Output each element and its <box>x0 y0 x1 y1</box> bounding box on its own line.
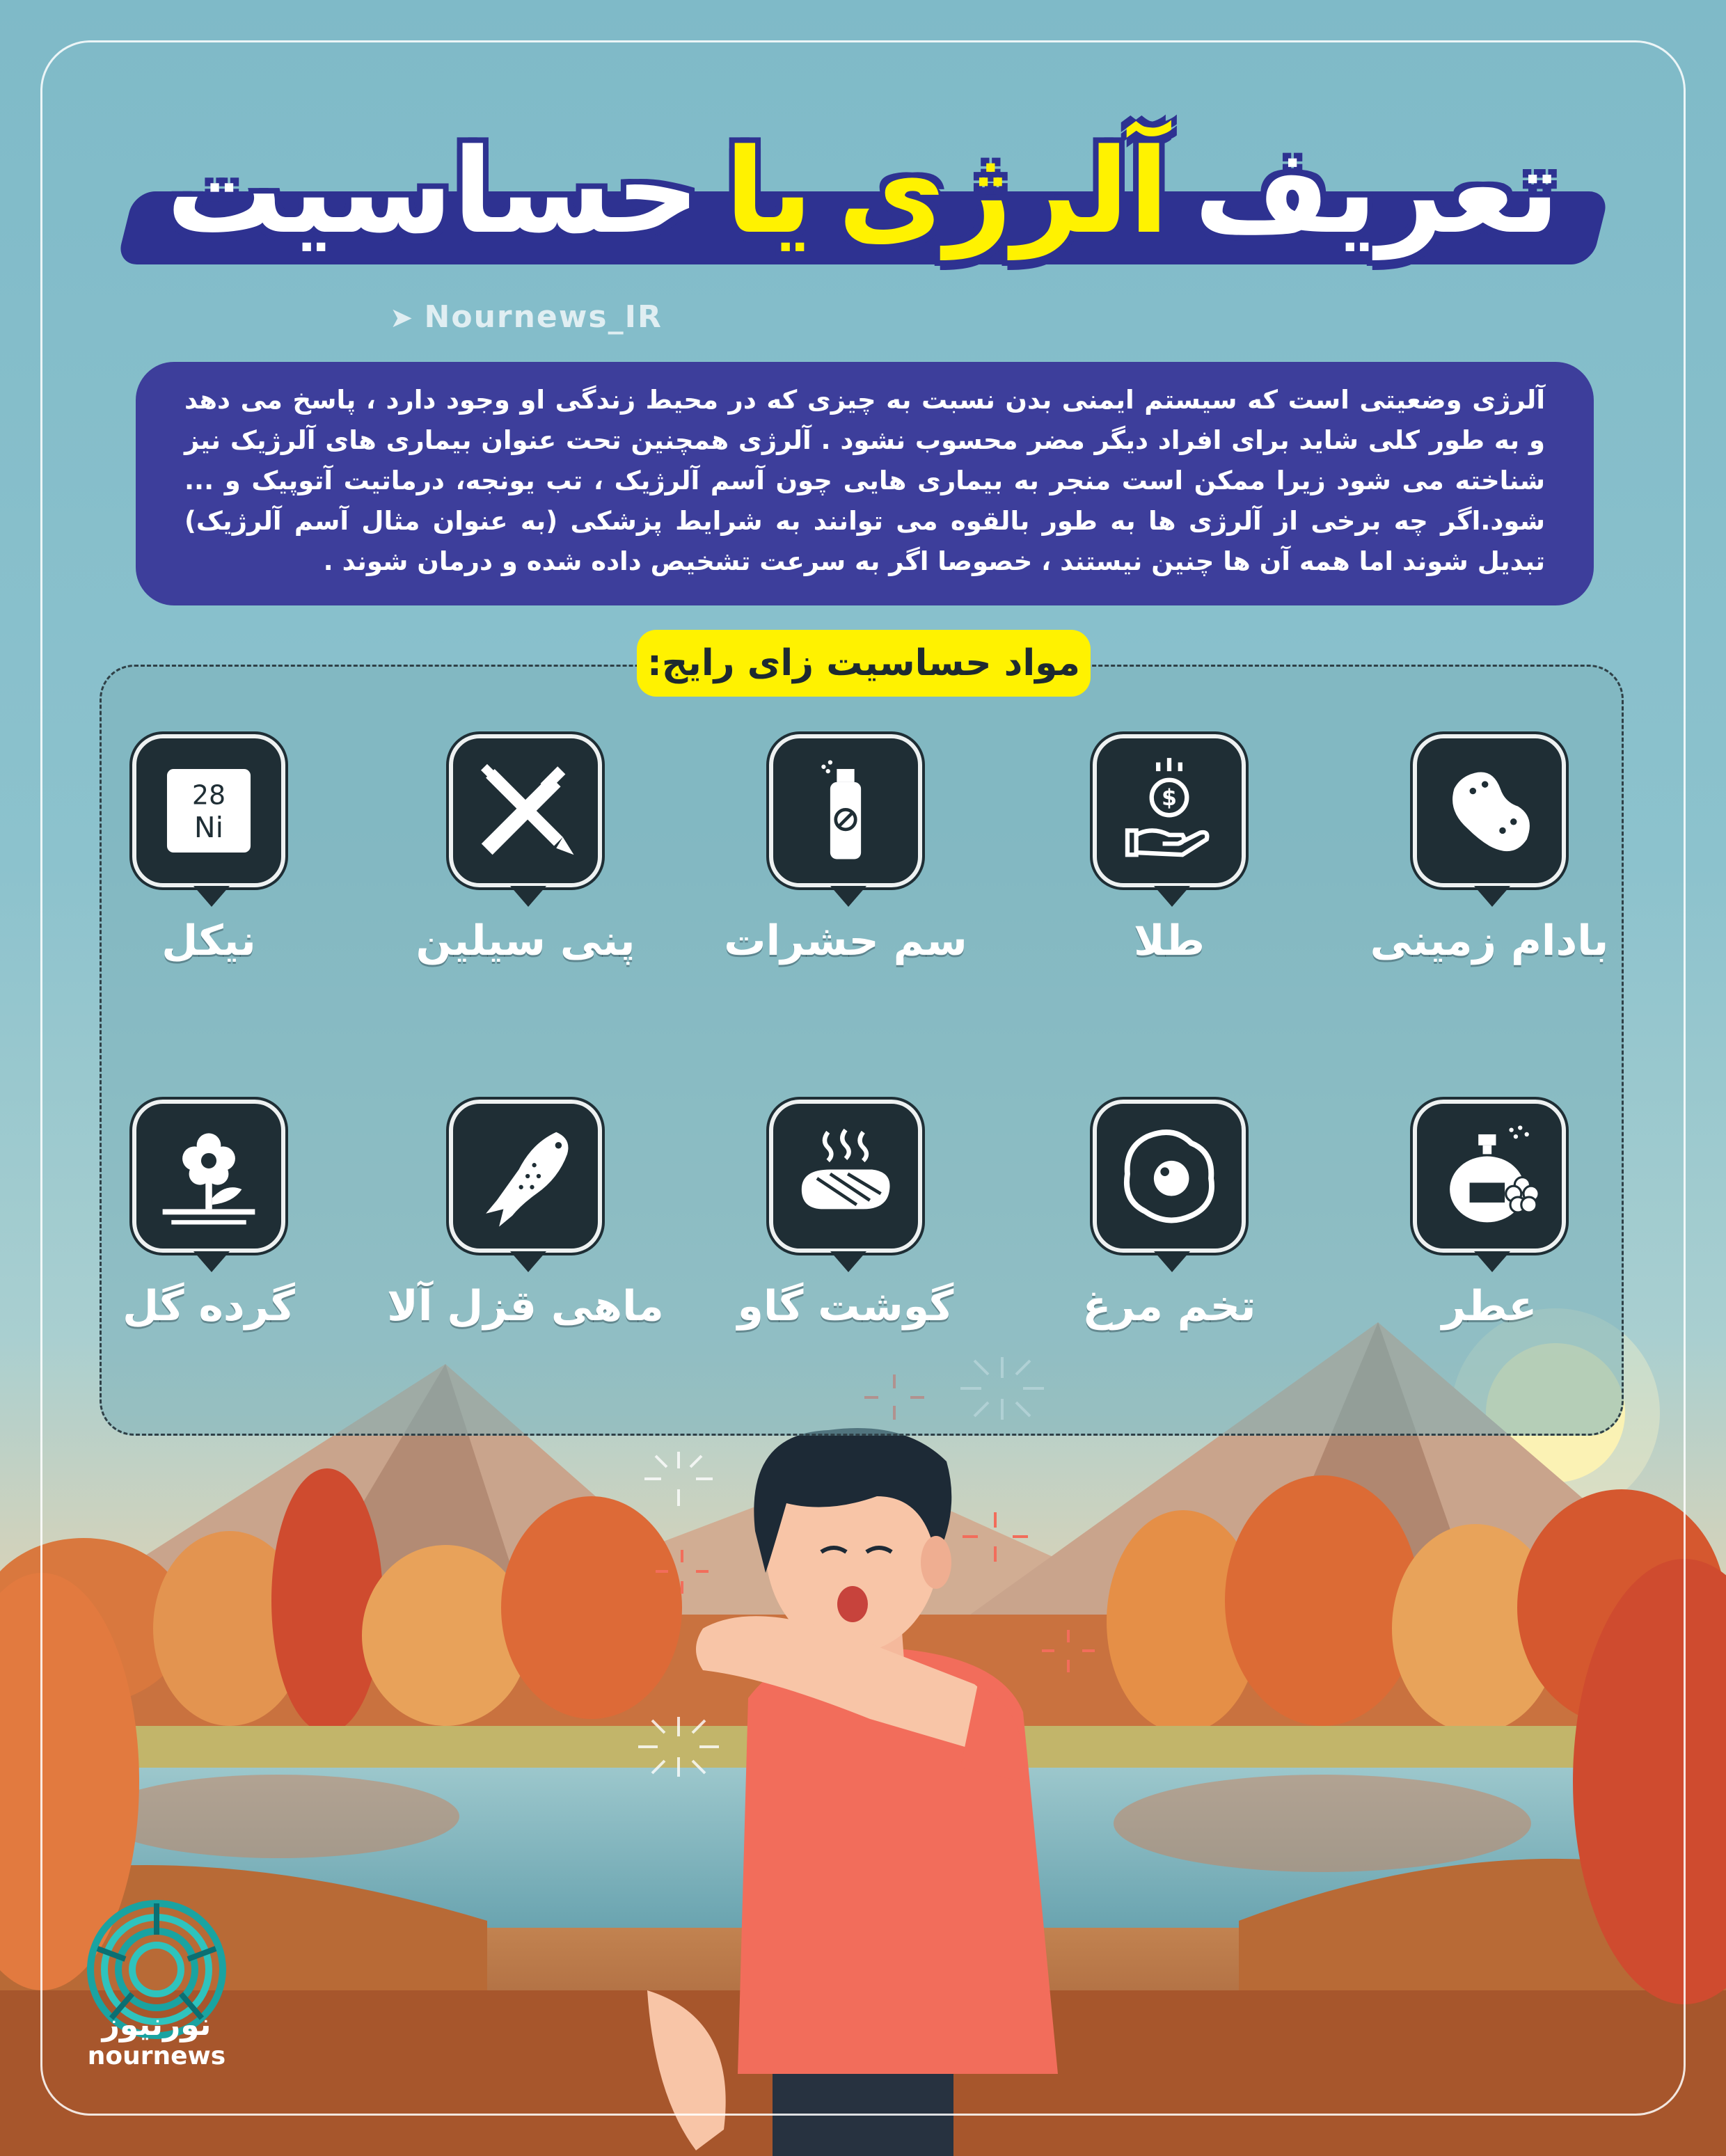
allergen-label: ماهی قزل آلا <box>387 1282 664 1331</box>
allergen-tile <box>769 1100 922 1253</box>
perfume-icon <box>1434 1121 1544 1231</box>
allergen-label: طلا <box>1133 917 1205 965</box>
logo-persian: نورنیوز <box>102 2007 212 2043</box>
allergen-label: نیکل <box>161 917 256 965</box>
allergen-label: پنی سیلین <box>415 917 635 965</box>
allergen-tile <box>769 734 922 887</box>
allergen-label: تخم مرغ <box>1082 1282 1256 1331</box>
flower-icon <box>154 1121 264 1231</box>
allergen-label: سم حشرات <box>724 917 967 965</box>
allergen-penicillin <box>415 734 635 1027</box>
allergen-tile <box>1093 734 1246 887</box>
fish-icon <box>470 1121 580 1231</box>
egg-icon <box>1114 1121 1224 1231</box>
telegram-handle <box>390 298 663 337</box>
allergen-tile <box>132 1100 285 1253</box>
allergen-tile <box>132 734 285 887</box>
allergen-label: بادام زمینی <box>1370 917 1609 965</box>
allergen-tile <box>449 734 602 887</box>
handle-text: Nournews_IR <box>424 299 663 335</box>
allergen-pollen <box>104 1100 313 1392</box>
title-word-1: تعریف <box>1194 123 1560 260</box>
insect-spray-icon <box>791 756 901 866</box>
title-word-3: یا <box>725 123 813 260</box>
allergen-beef <box>737 1100 954 1392</box>
nickel-symbol: Ni <box>193 810 224 844</box>
syringe-icon <box>470 756 580 866</box>
allergen-egg <box>1065 1100 1274 1392</box>
peanut-icon <box>1434 756 1544 866</box>
allergen-list-title: مواد حساسیت زای رایج: <box>637 630 1091 697</box>
allergen-tile <box>1413 1100 1566 1253</box>
nickel-element-icon <box>154 756 264 866</box>
allergen-peanut <box>1370 734 1609 1027</box>
allergen-trout <box>387 1100 664 1392</box>
nickel-number: 28 <box>191 779 226 811</box>
allergen-nickel <box>104 734 313 1027</box>
title-word-4: حساسیت <box>166 123 700 260</box>
svg-text:$: $ <box>1162 786 1177 811</box>
allergen-label: گوشت گاو <box>737 1282 954 1331</box>
nournews-logo-text <box>77 2008 237 2070</box>
intro-paragraph: آلرژی وضعیتی است که سیستم ایمنی بدن نسبت به چیزی که در محیط زندگی او وجود دارد ، پاسخ می دهد و به طور کلی شاید برای افراد دیگر مضر محسوب نشود . آلرژی همچنین تحت عنوان بیماری های آلرژیک نیز شناخته می شود زیرا ممکن است منجر به بیماری هایی چون آسم آلرژیک ، تب یونجه، درماتیت آتوپیک و ... شود.اگر چه برخی از آلرژی ها به طور بالقوه می توانند به شرایط پزشکی (به عنوان مثال آسم آلرژیک) تبدیل شوند اما همه آن ها چنین نیستند ، خصوصا اگر به سرعت تشخیص داده شده و درمان شوند . <box>136 362 1594 605</box>
allergen-label: گرده گل <box>122 1282 295 1331</box>
allergen-tile <box>1093 1100 1246 1253</box>
allergen-tile <box>1413 734 1566 887</box>
telegram-icon: ➤ <box>390 302 415 334</box>
allergen-insect-venom <box>724 734 967 1027</box>
allergen-label: عطر <box>1441 1282 1537 1331</box>
steak-icon <box>791 1121 901 1231</box>
title-word-2: آلرژی <box>837 123 1169 260</box>
allergen-gold <box>1065 734 1274 1027</box>
logo-english: nournews <box>87 2042 226 2070</box>
allergen-perfume <box>1385 1100 1594 1392</box>
coin-hand-icon <box>1114 756 1224 866</box>
allergen-tile <box>449 1100 602 1253</box>
page-title <box>0 111 1726 285</box>
